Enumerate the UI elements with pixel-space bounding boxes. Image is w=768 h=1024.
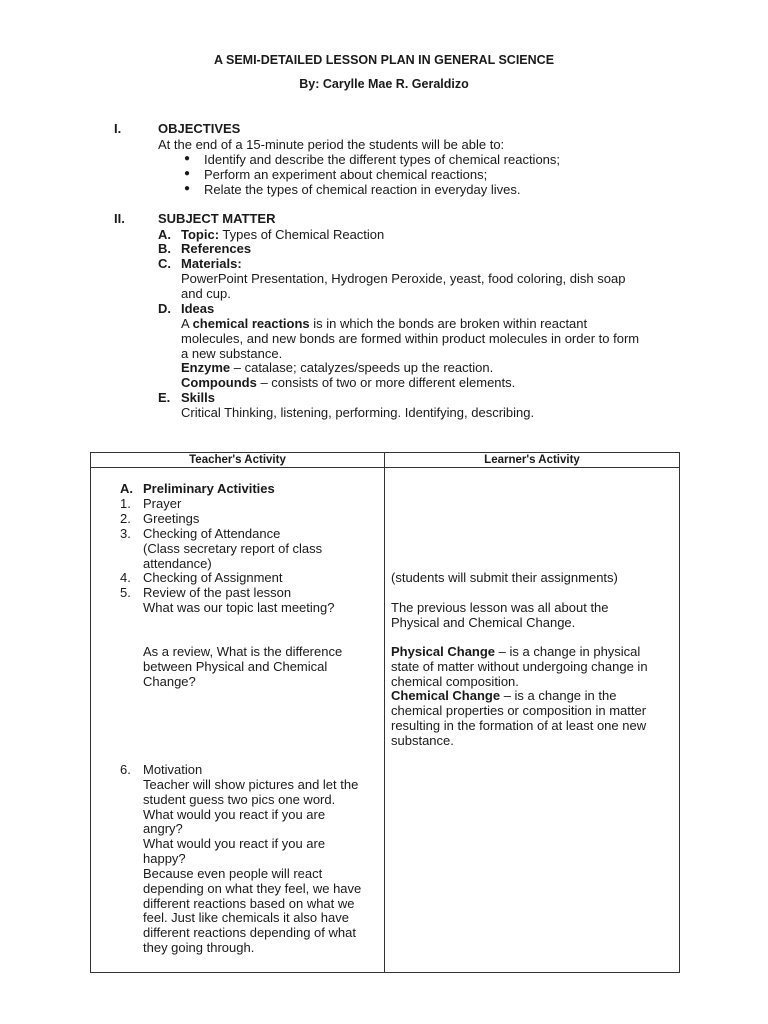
motivation-text: Teacher will show pictures and let the	[143, 777, 359, 792]
review-question: between Physical and Chemical	[143, 659, 328, 674]
learner-response: (students will submit their assignments)	[391, 570, 618, 585]
learner-response: resulting in the formation of at least one new	[391, 718, 647, 733]
list-letter: C.	[158, 256, 171, 271]
learner-response: chemical properties or composition in matter	[391, 703, 647, 718]
teacher-activity-cell	[91, 468, 385, 973]
table-header-row	[91, 453, 680, 468]
list-letter: A.	[120, 481, 133, 496]
compounds-definition	[181, 375, 515, 390]
physical-change-term: Physical Change	[391, 644, 496, 659]
list-letter: E.	[158, 390, 171, 405]
activity-item: Motivation	[143, 762, 203, 777]
activity-item: Prayer	[143, 496, 182, 511]
materials-text: and cup.	[181, 286, 231, 301]
objectives-intro: At the end of a 15-minute period the students will be able to:	[158, 137, 505, 152]
activity-table	[90, 452, 680, 973]
activity-item: Checking of Assignment	[143, 570, 283, 585]
motivation-text: happy?	[143, 851, 186, 866]
ideas-article: A	[181, 316, 193, 331]
preliminary-activities-label: Preliminary Activities	[143, 481, 275, 496]
motivation-text: angry?	[143, 821, 183, 836]
objective-item: Perform an experiment about chemical reactions;	[204, 167, 488, 182]
bullet-icon: ●	[184, 183, 191, 194]
references-label: References	[181, 241, 252, 256]
motivation-text: depending on what they feel, we have	[143, 881, 362, 896]
topic-value: Types of Chemical Reaction	[219, 227, 385, 242]
materials-label: Materials:	[181, 256, 242, 271]
list-number: 3.	[120, 526, 131, 541]
document-author: By: Carylle Mae R. Geraldizo	[299, 77, 469, 91]
learner-activity-cell	[385, 468, 680, 973]
chemical-change-def: – is a change in the	[500, 688, 617, 703]
skills-text: Critical Thinking, listening, performing. Identifying, describing.	[181, 405, 535, 420]
bullet-icon: ●	[184, 168, 191, 179]
materials-text: PowerPoint Presentation, Hydrogen Peroxide, yeast, food coloring, dish soap	[181, 271, 626, 286]
chemical-change-definition	[391, 688, 616, 703]
ideas-text	[181, 316, 587, 331]
motivation-text: different reactions based on what we	[143, 896, 355, 911]
learner-response: The previous lesson was all about the	[391, 600, 609, 615]
motivation-text: Because even people will react	[143, 866, 323, 881]
list-number: 4.	[120, 570, 131, 585]
enzyme-term: Enzyme	[181, 360, 231, 375]
activity-note: attendance)	[143, 556, 212, 571]
enzyme-definition	[181, 360, 493, 375]
section-heading-subject-matter: SUBJECT MATTER	[158, 211, 276, 226]
ideas-text: molecules, and new bonds are formed within product molecules in order to form	[181, 331, 640, 346]
list-number: 2.	[120, 511, 131, 526]
objective-item: Relate the types of chemical reaction in everyday lives.	[204, 182, 521, 197]
motivation-text: student guess two pics one word.	[143, 792, 336, 807]
table-row	[91, 468, 680, 973]
teacher-activity-header: Teacher's Activity	[91, 453, 385, 468]
motivation-text: feel. Just like chemicals it also have	[143, 910, 349, 925]
objective-item: Identify and describe the different types of chemical reactions;	[204, 152, 561, 167]
learner-response: chemical composition.	[391, 674, 519, 689]
chemical-change-term: Chemical Change	[391, 688, 501, 703]
section-numeral-subject-matter: II.	[114, 211, 125, 226]
skills-label: Skills	[181, 390, 215, 405]
list-number: 5.	[120, 585, 131, 600]
ideas-rest: is in which the bonds are broken within reactant	[309, 316, 588, 331]
learner-response: state of matter without undergoing change in	[391, 659, 648, 674]
learner-response: substance.	[391, 733, 454, 748]
document-title: A SEMI-DETAILED LESSON PLAN IN GENERAL SCIENCE	[213, 53, 555, 67]
compounds-term: Compounds	[181, 375, 257, 390]
motivation-text: What would you react if you are	[143, 807, 326, 822]
section-numeral-objectives: I.	[114, 121, 122, 136]
topic-line	[181, 227, 384, 242]
physical-change-def: – is a change in physical	[495, 644, 641, 659]
learner-activity-header: Learner's Activity	[385, 453, 680, 468]
activity-note: (Class secretary report of class	[143, 541, 323, 556]
activity-question: What was our topic last meeting?	[143, 600, 335, 615]
list-letter: B.	[158, 241, 171, 256]
motivation-text: they going through.	[143, 940, 255, 955]
learner-response: Physical and Chemical Change.	[391, 615, 576, 630]
activity-item: Greetings	[143, 511, 200, 526]
ideas-term: chemical reactions	[192, 316, 310, 331]
enzyme-def: – catalase; catalyzes/speeds up the reaction.	[230, 360, 494, 375]
list-letter: A.	[158, 227, 171, 242]
topic-label: Topic:	[181, 227, 220, 242]
list-number: 1.	[120, 496, 131, 511]
review-question: Change?	[143, 674, 196, 689]
list-letter: D.	[158, 301, 171, 316]
ideas-label: Ideas	[181, 301, 215, 316]
motivation-text: different reactions depending of what	[143, 925, 356, 940]
section-heading-objectives: OBJECTIVES	[158, 121, 241, 136]
ideas-text: a new substance.	[181, 346, 283, 361]
activity-item: Checking of Attendance	[143, 526, 281, 541]
physical-change-definition	[391, 644, 640, 659]
activity-item: Review of the past lesson	[143, 585, 292, 600]
motivation-text: What would you react if you are	[143, 836, 326, 851]
list-number: 6.	[120, 762, 131, 777]
compounds-def: – consists of two or more different elements.	[256, 375, 516, 390]
review-question: As a review, What is the difference	[143, 644, 343, 659]
bullet-icon: ●	[184, 153, 191, 164]
